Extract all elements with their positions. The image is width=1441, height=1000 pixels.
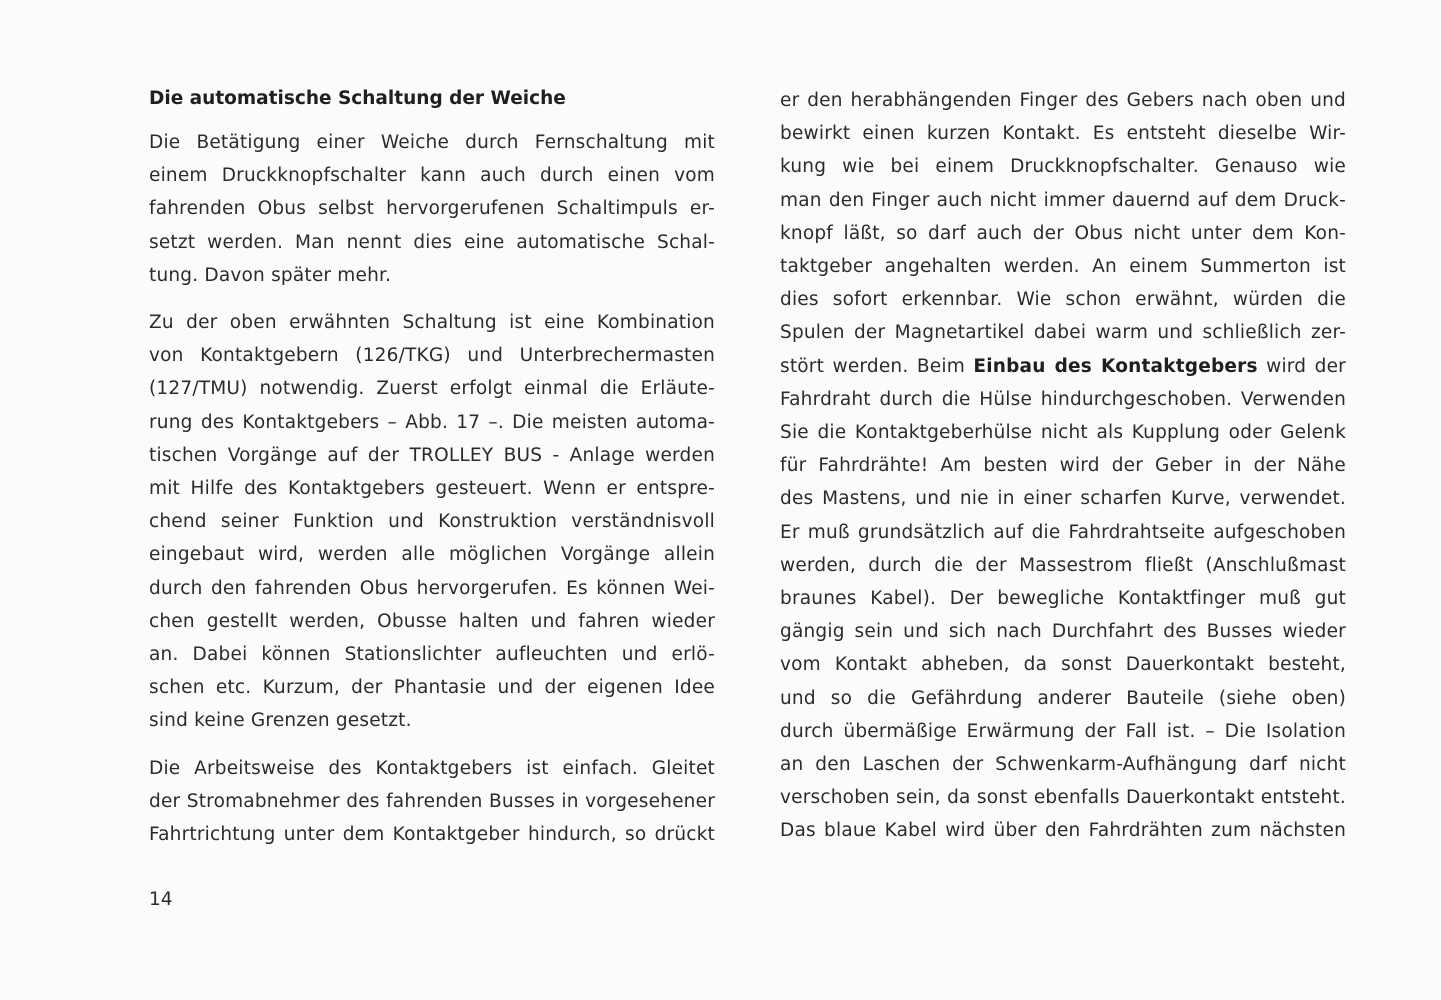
text-line: mit Hilfe des Kontaktgebers gesteuert. Wenn er entspre- [149,478,715,500]
bold-term: Einbau des Kontaktgebers [973,355,1258,377]
text-fragment: wird der [1257,355,1346,377]
text-line: Zu der oben erwähnten Schaltung ist eine Kombination [149,312,715,334]
text-line: Fahrtrichtung unter dem Kontaktgeber hindurch, so drückt [149,824,715,846]
text-line: sind keine Grenzen gesetzt. [149,710,412,732]
text-line: der Stromabnehmer des fahrenden Busses in vorgesehener [149,790,715,812]
paragraph-2 [149,306,715,738]
text-line: Fahrdraht durch die Hülse hindurchgeschoben. Verwenden [780,388,1346,410]
section-heading: Die automatische Schaltung der Weiche [149,88,566,109]
text-line: vom Kontakt abheben, da sonst Dauerkontakt besteht, [780,654,1346,676]
text-line: Das blaue Kabel wird über den Fahrdrähten zum nächsten [780,820,1346,842]
text-line: taktgeber angehalten werden. An einem Summerton ist [780,256,1346,278]
text-line: gängig sein und sich nach Durchfahrt des Busses wieder [780,621,1346,643]
text-line: rung des Kontaktgebers – Abb. 17 –. Die meisten automa- [149,411,715,433]
paragraph-continuation [780,84,1346,848]
text-line: einem Druckknopfschalter kann auch durch einen vom [149,165,715,187]
text-line: durch übermäßige Erwärmung der Fall ist. – Die Isolation [780,720,1346,742]
text-line: verschoben sein, da sonst ebenfalls Dauerkontakt entsteht. [780,787,1346,809]
text-line-with-bold [780,350,1346,383]
text-line: man den Finger auch nicht immer dauernd auf dem Druck- [780,189,1346,211]
text-line: schen etc. Kurzum, der Phantasie und der eigenen Idee [149,677,715,699]
text-line: tung. Davon später mehr. [149,264,392,286]
text-line: braunes Kabel). Der bewegliche Kontaktfinger muß gut [780,588,1346,610]
text-line: knopf läßt, so darf auch der Obus nicht unter dem Kon- [780,222,1346,244]
text-line: Er muß grundsätzlich auf die Fahrdrahtseite aufgeschoben [780,521,1346,543]
text-line: des Mastens, und nie in einer scharfen Kurve, verwendet. [780,488,1346,510]
text-line: durch den fahrenden Obus hervorgerufen. Es können Wei- [149,577,715,599]
paragraph-3 [149,752,715,852]
text-line: für Fahrdrähte! Am besten wird der Geber in der Nähe [780,455,1346,477]
text-line: von Kontaktgebern (126/TKG) und Unterbrechermasten [149,345,715,367]
text-line: an. Dabei können Stationslichter aufleuchten und erlö- [149,644,715,666]
text-line: Sie die Kontaktgeberhülse nicht als Kupplung oder Gelenk [780,422,1346,444]
text-line: dies sofort erkennbar. Wie schon erwähnt, würden die [780,289,1346,311]
text-line: an den Laschen der Schwenkarm-Aufhängung darf nicht [780,754,1346,776]
right-column [780,84,1346,848]
text-line: Die Betätigung einer Weiche durch Fernschaltung mit [149,132,715,153]
text-line: tischen Vorgänge auf der TROLLEY BUS - Anlage werden [149,444,715,466]
text-line: fahrenden Obus selbst hervorgerufenen Schaltimpuls er- [149,198,715,220]
text-line: Die Arbeitsweise des Kontaktgebers ist einfach. Gleitet [149,757,715,779]
paragraph-1 [149,126,715,292]
text-line: (127/TMU) notwendig. Zuerst erfolgt einmal die Erläute- [149,378,715,400]
text-line: setzt werden. Man nennt dies eine automatische Schal- [149,231,715,253]
text-line: und so die Gefährdung anderer Bauteile (siehe oben) [780,687,1346,709]
text-line: Spulen der Magnetartikel dabei warm und schließlich zer- [780,322,1346,344]
text-line: eingebaut wird, werden alle möglichen Vorgänge allein [149,544,715,566]
text-line: bewirkt einen kurzen Kontakt. Es entsteht dieselbe Wir- [780,123,1346,145]
left-column [149,84,715,851]
text-line: chen gestellt werden, Obusse halten und fahren wieder [149,610,715,632]
text-line: kung wie bei einem Druckknopfschalter. Genauso wie [780,156,1346,178]
text-line: werden, durch die der Massestrom fließt (Anschlußmast [780,554,1346,576]
text-line: chend seiner Funktion und Konstruktion verständnisvoll [149,511,715,533]
text-fragment: stört werden. Beim [780,355,974,377]
text-line: er den herabhängenden Finger des Gebers nach oben und [780,90,1346,111]
page-number: 14 [149,889,173,910]
